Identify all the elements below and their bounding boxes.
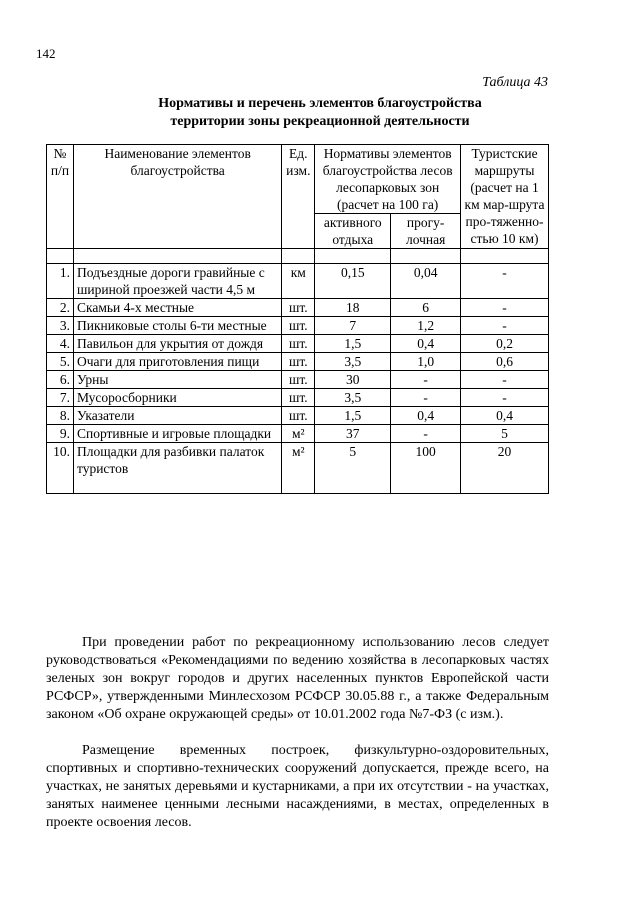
cell-active: 1,5	[315, 335, 391, 353]
table-row	[47, 335, 549, 353]
table-row	[47, 264, 549, 299]
table-row	[47, 389, 549, 407]
table-row	[47, 299, 549, 317]
cell-walking: 0,4	[391, 407, 461, 425]
cell-num: 8.	[47, 407, 74, 425]
table-row	[47, 317, 549, 335]
header-unit: Ед. изм.	[282, 145, 315, 249]
cell-name: Подъездные дороги гравийные с шириной проезжей части 4,5 м	[73, 264, 281, 299]
cell-tourist: -	[461, 264, 549, 299]
cell-active: 3,5	[315, 353, 391, 371]
cell-tourist: 20	[461, 443, 549, 494]
cell-walking: 100	[391, 443, 461, 494]
spacer-row	[47, 249, 549, 264]
cell-unit: шт.	[282, 389, 315, 407]
cell-walking: 6	[391, 299, 461, 317]
cell-tourist: -	[461, 299, 549, 317]
cell-walking: 1,2	[391, 317, 461, 335]
page-number: 142	[36, 46, 56, 61]
cell-name: Пикниковые столы 6-ти местные	[73, 317, 281, 335]
cell-name: Спортивные и игровые площадки	[73, 425, 281, 443]
cell-tourist: 0,4	[461, 407, 549, 425]
cell-active: 30	[315, 371, 391, 389]
header-active: активного отдыха	[315, 214, 391, 249]
cell-unit: шт.	[282, 317, 315, 335]
cell-unit: км	[282, 264, 315, 299]
cell-active: 1,5	[315, 407, 391, 425]
header-norms: Нормативы элементов благоустройства лесов лесопарковых зон (расчет на 100 га)	[315, 145, 461, 214]
header-name: Наименование элементов благоустройства	[73, 145, 281, 249]
table-row	[47, 443, 549, 494]
cell-num: 10.	[47, 443, 74, 494]
cell-name: Площадки для разбивки палаток туристов	[73, 443, 281, 494]
cell-unit: шт.	[282, 335, 315, 353]
table-title-line-2: территории зоны рекреационной деятельности	[170, 114, 470, 129]
cell-name: Урны	[73, 371, 281, 389]
table-row	[47, 353, 549, 371]
cell-unit: м²	[282, 443, 315, 494]
header-num: № п/п	[47, 145, 74, 249]
cell-name: Мусоросборники	[73, 389, 281, 407]
cell-walking: -	[391, 425, 461, 443]
cell-num: 5.	[47, 353, 74, 371]
cell-num: 4.	[47, 335, 74, 353]
cell-tourist: 5	[461, 425, 549, 443]
cell-active: 0,15	[315, 264, 391, 299]
cell-walking: -	[391, 371, 461, 389]
table-row	[47, 371, 549, 389]
cell-tourist: 0,2	[461, 335, 549, 353]
cell-num: 7.	[47, 389, 74, 407]
cell-active: 7	[315, 317, 391, 335]
cell-name: Скамьи 4-х местные	[73, 299, 281, 317]
cell-active: 37	[315, 425, 391, 443]
cell-unit: м²	[282, 425, 315, 443]
paragraph-1: При проведении работ по рекреационному использованию лесов следует руководствоваться «Рекомендациями по ведению хозяйства в лесопарковых частях зеленых зон вокруг городов и других населенных пунктов Европейской части РСФСР», утвержденными Минлесхозом РСФСР 30.05.88 г., а также Федеральным законом «Об охране окружающей среды» от 10.01.2002 года №7-ФЗ (с изм.).	[46, 635, 549, 722]
header-tourist: Туристские маршруты (расчет на 1 км мар-шрута про-тяженно-стью 10 км)	[461, 145, 549, 249]
cell-tourist: -	[461, 371, 549, 389]
cell-num: 2.	[47, 299, 74, 317]
cell-tourist: -	[461, 389, 549, 407]
cell-active: 3,5	[315, 389, 391, 407]
cell-name: Очаги для приготовления пищи	[73, 353, 281, 371]
cell-unit: шт.	[282, 353, 315, 371]
paragraph-2: Размещение временных построек, физкультурно-оздоровительных, спортивных и спортивно-технических сооружений допускается, прежде всего, на участках, не занятых деревьями и кустарниками, а при их отсутствии - на участках, занятых наименее ценными лесными насаждениями, в местах, определенных в проекте освоения лесов.	[46, 743, 549, 830]
cell-num: 9.	[47, 425, 74, 443]
cell-unit: шт.	[282, 299, 315, 317]
norms-table	[46, 144, 549, 494]
cell-tourist: 0,6	[461, 353, 549, 371]
cell-name: Указатели	[73, 407, 281, 425]
cell-active: 5	[315, 443, 391, 494]
cell-walking: -	[391, 389, 461, 407]
cell-name: Павильон для укрытия от дождя	[73, 335, 281, 353]
table-row	[47, 407, 549, 425]
header-walking: прогу-лочная	[391, 214, 461, 249]
cell-walking: 0,4	[391, 335, 461, 353]
cell-walking: 1,0	[391, 353, 461, 371]
table-title-line-1: Нормативы и перечень элементов благоустройства	[158, 96, 482, 111]
cell-num: 1.	[47, 264, 74, 299]
table-label: Таблица 43	[482, 75, 548, 90]
cell-unit: шт.	[282, 371, 315, 389]
cell-unit: шт.	[282, 407, 315, 425]
cell-active: 18	[315, 299, 391, 317]
cell-num: 6.	[47, 371, 74, 389]
table-row	[47, 425, 549, 443]
cell-tourist: -	[461, 317, 549, 335]
cell-walking: 0,04	[391, 264, 461, 299]
cell-num: 3.	[47, 317, 74, 335]
